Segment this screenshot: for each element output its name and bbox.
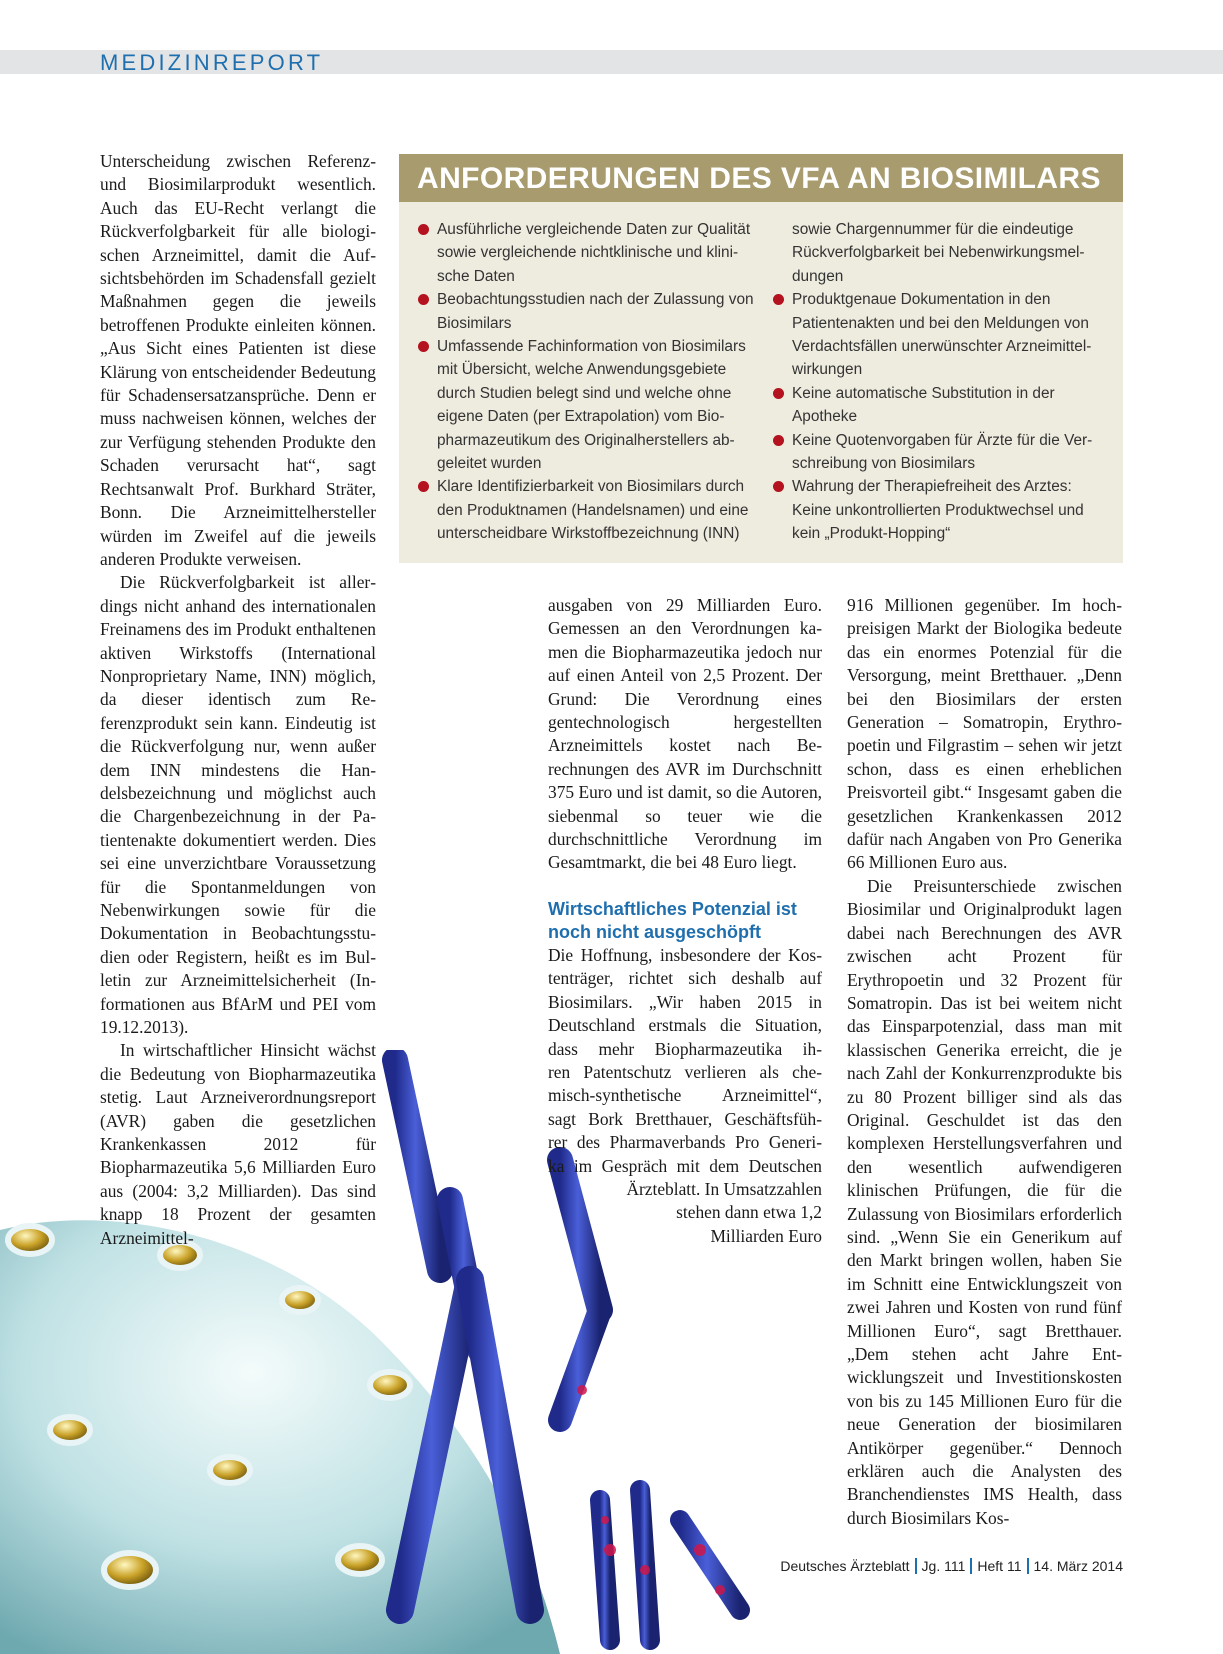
info-box-text: Klare Identifizierbarkeit von Biosimilars durch — [437, 478, 745, 496]
bullet-icon — [418, 294, 429, 305]
info-box-line — [754, 312, 1094, 335]
column-2 — [548, 594, 822, 1248]
volume: Jg. 111 — [921, 1558, 966, 1574]
info-box-text: Umfassende Fachinformation von Biosimilars — [437, 338, 746, 356]
info-box-line — [754, 452, 1094, 475]
info-box-text: Biosimilars — [437, 314, 512, 332]
info-box-line — [754, 405, 1094, 428]
info-box-line — [399, 382, 759, 405]
paragraph: Die Rückverfolgbarkeit ist allerdings nicht anhand des internationalen Freinamens des im Produkt enthaltenen aktiven Wirkstoffs (International Nonproprietary Name, INN) möglich, da dieser identisch zum Referenzprodukt sein kann. Eindeutig ist die Rückverfolgung nur, wenn außer dem INN mindestens die Handelsbezeichnung und möglichst auch die Chargenbezeichnung in der Patientenakte dokumentiert werden. Dies sei eine unverzichtbare Voraussetzung für die Spontanmeldungen von Nebenwirkungen sowie für die Dokumentation in Beobachtungsstudien oder Registern, heißt es im Bulletin zur Arzneimittelsicherheit (Informationen aus BfArM und PEI vom 19.12.2013). — [100, 572, 376, 1038]
info-box-text: Patientenakten und bei den Meldungen von — [792, 314, 1089, 332]
info-box-text: Keine unkontrollierten Produktwechsel und — [792, 501, 1084, 519]
column-1 — [100, 150, 376, 1250]
bullet-icon — [773, 481, 784, 492]
info-box-line — [754, 522, 1094, 545]
info-box-item — [754, 475, 1094, 498]
info-box-item — [399, 335, 759, 358]
info-box-item — [399, 288, 759, 311]
bullet-icon — [418, 481, 429, 492]
text-line: dass mehr Biopharmazeutika ih- — [548, 1038, 822, 1059]
info-box-text: sowie vergleichende nichtklinische und klini- — [437, 244, 739, 262]
info-box-text: dungen — [792, 267, 844, 285]
info-box-list-right — [754, 218, 1094, 546]
info-box-text: Wahrung der Therapiefreiheit des Arztes: — [792, 478, 1072, 496]
info-box-text: eigene Daten (per Extrapolation) vom Bio- — [437, 408, 725, 426]
info-box-text: Beobachtungsstudien nach der Zulassung von — [437, 291, 754, 309]
footer-separator — [915, 1558, 917, 1574]
bullet-icon — [418, 224, 429, 235]
text-line: Die Hoffnung, insbesondere der Kos- — [548, 944, 822, 965]
info-box-text: Rückverfolgbarkeit bei Nebenwirkungsmel- — [792, 244, 1085, 262]
info-box-text: sowie Chargennummer für die eindeutige — [792, 221, 1074, 238]
info-box-text: kein „Produkt-Hopping“ — [792, 525, 951, 543]
paragraph: 916 Millionen gegenüber. Im hochpreisigen Markt der Biologika bedeute das ein enormes Potenzial für die Versorgung, meint Bretthauer. „Denn bei den Biosimilars der ersten Generation – Somatropin, Erythropoetin und Filgrastim – sehen wir jetzt schon, dass es einen erheblichen Preisvorteil gibt.“ Insgesamt gaben die gesetzlichen Krankenkassen 2012 dafür nach Angaben von Pro Generika 66 Millionen Euro aus. — [847, 595, 1122, 873]
info-box-item — [399, 475, 759, 498]
paragraph — [548, 944, 822, 1248]
info-box-text: den Produktnamen (Handelsnamen) und eine — [437, 501, 749, 519]
info-box-line — [754, 265, 1094, 288]
info-box-text: Apotheke — [792, 408, 858, 426]
paragraph: ausgaben von 29 Milliarden Euro. Gemessen an den Verordnungen kamen die Biopharmazeutika jedoch nur auf einen Anteil von 2,5 Prozent. Der Grund: Die Verordnung eines gentechnologisch hergestellten Arzneimittels kostet nach Berechnungen des AVR im Durchschnitt 375 Euro und ist damit, so die Autoren, siebenmal so teuer wie die durchschnittliche Verordnung im Gesamtmarkt, die bei 48 Euro liegt. — [548, 595, 822, 873]
info-box-line — [754, 218, 1094, 241]
info-box-line — [754, 499, 1094, 522]
paragraph: Unterscheidung zwischen Referenz- und Biosimilarprodukt wesentlich. Auch das EU-Recht verlangt die Rückverfolgbarkeit für alle biologischen Arzneimittel, damit die Aufsichtsbehörden im Schadensfall gezielt Maßnahmen gegen die jeweils betroffenen Produkte einleiten können. „Aus Sicht eines Patienten ist diese Klärung von entscheidender Bedeutung für Schadensersatzansprüche. Denn er muss nachweisen können, welches der zur Verfügung stehenden Produkte den Schaden verursacht hat“, sagt Rechtsanwalt Prof. Burkhard Sträter, Bonn. Die Arzneimittelhersteller würden im Zweifel auf die jeweils anderen Produkte verweisen. — [100, 151, 376, 569]
info-box-item — [399, 218, 759, 241]
info-box-text: schreibung von Biosimilars — [792, 455, 976, 473]
text-line: stehen dann etwa 1,2 — [676, 1202, 822, 1223]
paragraph: Die Preisunterschiede zwischen Biosimilar und Originalprodukt lagen dabei nach Berechnungen des AVR zwischen acht Prozent für Erythropoetin und 32 Prozent für Somatropin. Das ist bei weitem nicht das Einsparpotenzial, dass man mit klassischen Generika erreicht, die je nach Zahl der Konkurrenzprodukte bis zu 80 Prozent billiger sind als das Original. Geschuldet ist das den komplexen Herstellungsverfahren und den wesentlich aufwendigeren klinischen Prüfungen, die für die Zulassung von Biosimilars erforderlich sind. „Wenn Sie ein Generikum auf den Markt bringen wollen, haben Sie im Schnitt eine Entwicklungszeit von zwei Jahren und Kosten von rund fünf Millionen Euro“, sagt Bretthauer. „Dem stehen acht Jahre Entwicklungszeit und Investitionskosten von bis zu 145 Millionen Euro für die neue Generation der biosimilaren Antikörper gegenüber.“ Dennoch erklären auch die Analysten des Branchendienstes IMS Health, dass durch Biosimilars Kos- — [847, 875, 1122, 1528]
paragraph: In wirtschaftlicher Hinsicht wächst die Bedeutung von Biopharmazeutika stetig. Laut Arzneiverordnungsreport (AVR) gaben die gesetzlichen Krankenkassen 2012 für Biopharmazeutika 5,6 Milliarden Euro aus (2004: 3,2 Milliarden). Das sind knapp 18 Prozent der gesamten Arzneimittel- — [100, 1040, 376, 1248]
info-box-line — [399, 522, 759, 545]
info-box-line — [754, 358, 1094, 381]
info-box-line — [399, 429, 759, 452]
column-3 — [847, 594, 1122, 1530]
text-line: Deutschland erstmals die Situation, — [548, 1015, 822, 1036]
info-box-text: pharmazeutikum des Originalherstellers ab- — [437, 431, 735, 449]
info-box-text: mit Übersicht, welche Anwendungsgebiete — [437, 361, 727, 379]
section-label: MEDIZINREPORT — [100, 50, 324, 75]
info-box-line — [399, 499, 759, 522]
text-line: Ärzteblatt. In Umsatzzahlen — [626, 1178, 822, 1199]
bullet-icon — [418, 341, 429, 352]
text-line: ka im Gespräch mit dem Deutschen — [548, 1155, 822, 1176]
subheading: Wirtschaftliches Potenzial ist noch nicht ausgeschöpft — [548, 898, 797, 942]
info-box-text: sche Daten — [437, 267, 515, 285]
info-box-list-left — [399, 218, 759, 546]
text-line: rer des Pharmaverbands Pro Generi- — [548, 1132, 822, 1153]
info-box-title: ANFORDERUNGEN DES VFA AN BIOSIMILARS — [399, 154, 1123, 202]
info-box-item — [754, 382, 1094, 405]
text-line: misch-synthetische Arzneimittel“, — [548, 1085, 822, 1106]
info-box-line — [399, 405, 759, 428]
info-box-line — [754, 241, 1094, 264]
bullet-icon — [773, 435, 784, 446]
text-line: Milliarden Euro — [710, 1225, 822, 1246]
footer-separator — [970, 1558, 972, 1574]
info-box-line — [399, 452, 759, 475]
date: 14. März 2014 — [1033, 1558, 1123, 1574]
footer-separator — [1027, 1558, 1029, 1574]
text-line: Biosimilars. „Wir haben 2015 in — [548, 991, 822, 1012]
bullet-icon — [773, 294, 784, 305]
issue: Heft 11 — [977, 1558, 1022, 1574]
info-box-item — [754, 429, 1094, 452]
info-box-text: Keine automatische Substitution in der — [792, 384, 1055, 402]
info-box-line — [399, 358, 759, 381]
info-box-text: Keine Quotenvorgaben für Ärzte für die Ver- — [792, 431, 1093, 449]
info-box-line — [399, 265, 759, 288]
info-box-item — [754, 288, 1094, 311]
info-box-line — [399, 241, 759, 264]
info-box-text: unterscheidbare Wirkstoffbezeichnung (INN) — [437, 525, 740, 543]
info-box-text: durch Studien belegt sind und welche ohne — [437, 384, 732, 402]
info-box-text: Produktgenaue Dokumentation in den — [792, 291, 1051, 309]
journal-name: Deutsches Ärzteblatt — [780, 1558, 910, 1574]
bullet-icon — [773, 388, 784, 399]
text-line: sagt Bork Bretthauer, Geschäftsfüh- — [548, 1108, 822, 1129]
info-box-text: wirkungen — [792, 361, 863, 379]
info-box-text: geleitet wurden — [437, 455, 542, 473]
info-box-line — [399, 312, 759, 335]
text-line: ren Patentschutz verlieren als che- — [548, 1061, 822, 1082]
info-box — [399, 154, 1123, 563]
info-box-text: Verdachtsfällen unerwünschter Arzneimittel- — [792, 338, 1092, 356]
info-box-text: Ausführliche vergleichende Daten zur Qualität — [437, 221, 751, 238]
info-box-line — [754, 335, 1094, 358]
footer — [780, 1558, 1123, 1574]
text-line: tenträger, richtet sich deshalb auf — [548, 968, 822, 989]
